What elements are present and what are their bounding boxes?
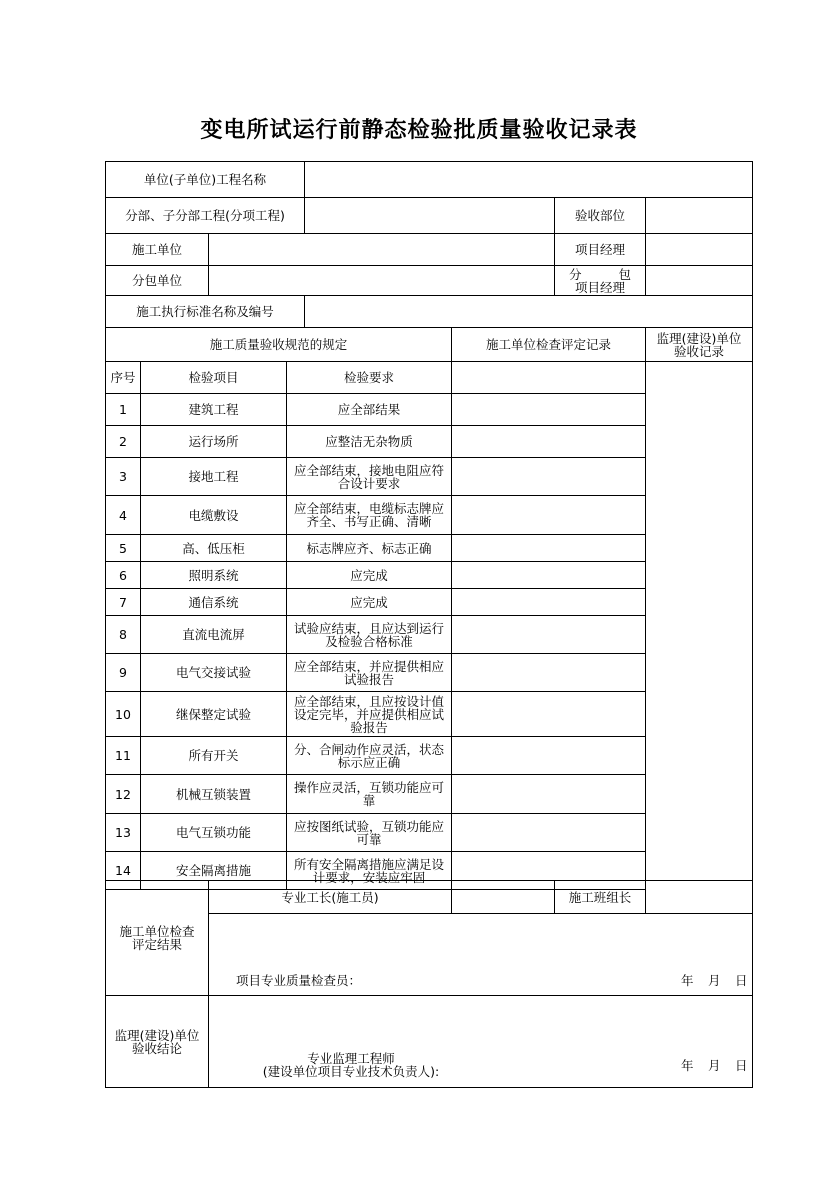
row-item: 高、低压柜	[140, 534, 287, 562]
row-no: 14	[105, 851, 141, 890]
sub-project-manager-label	[554, 265, 646, 296]
row-item: 运行场所	[140, 425, 287, 458]
row-requirement	[286, 425, 452, 458]
row-no: 13	[105, 813, 141, 852]
requirement-line: 应全部结束，电缆标志牌应	[293, 501, 444, 516]
row-item: 机械互锁装置	[140, 774, 287, 814]
team-leader-label: 施工班组长	[554, 880, 646, 914]
requirement-line: 应整洁无杂物质	[325, 434, 413, 449]
row-no: 3	[105, 457, 141, 496]
requirement-line: 分、合闸动作应灵活，状态	[293, 741, 444, 757]
row-item: 电气互锁功能	[140, 813, 287, 852]
spec-header: 施工质量验收规范的规定	[105, 327, 452, 362]
sup-conclusion-line2: 验收结论	[131, 1040, 182, 1056]
requirement-line: 应全部结束，且应按设计值	[293, 693, 444, 709]
row-check-record[interactable]	[451, 393, 646, 426]
row-no: 2	[105, 425, 141, 458]
requirement-line: 试验应结束，且应达到运行	[293, 620, 444, 636]
sub-pm-label-b: 包	[618, 266, 631, 282]
acceptance-part-field[interactable]	[645, 197, 753, 234]
row-check-record[interactable]	[451, 653, 646, 692]
no-header: 序号	[105, 361, 141, 394]
row-requirement	[286, 653, 452, 692]
check-record-header: 施工单位检查评定记录	[451, 327, 646, 362]
row-requirement	[286, 774, 452, 814]
row-check-record[interactable]	[451, 457, 646, 496]
supervision-header-line1: 监理(建设)单位	[656, 330, 742, 346]
requirement-line: 验报告	[350, 719, 388, 735]
requirement-line: 试验报告	[343, 671, 394, 687]
date-year: 年	[681, 973, 694, 988]
date2-day: 日	[735, 1058, 748, 1073]
project-manager-label: 项目经理	[554, 233, 646, 266]
project-name-label: 单位(子单位)工程名称	[105, 161, 305, 198]
row-check-record[interactable]	[451, 813, 646, 852]
row-requirement	[286, 588, 452, 616]
row-item: 建筑工程	[140, 393, 287, 426]
row-no: 12	[105, 774, 141, 814]
row-requirement	[286, 457, 452, 496]
date-month: 月	[708, 973, 721, 988]
subcontract-unit-label: 分包单位	[105, 265, 209, 296]
requirement-line: 设定完毕，并应提供相应试	[293, 706, 444, 722]
row-no: 1	[105, 393, 141, 426]
foreman-label: 专业工长(施工员)	[208, 880, 452, 914]
row-requirement	[286, 534, 452, 562]
row-requirement	[286, 691, 452, 737]
requirement-line: 靠	[362, 793, 376, 808]
requirement-line: 标志牌应齐、标志正确	[306, 540, 432, 556]
sub-project-manager-field[interactable]	[645, 265, 753, 296]
row-check-record[interactable]	[451, 736, 646, 775]
row-check-record[interactable]	[451, 774, 646, 814]
project-name-field[interactable]	[304, 161, 753, 198]
row-check-record[interactable]	[451, 495, 646, 535]
requirement-line: 标示应正确	[337, 754, 401, 770]
row-check-record[interactable]	[451, 691, 646, 737]
row-no: 10	[105, 691, 141, 737]
row-item: 通信系统	[140, 588, 287, 616]
row-item: 电缆敷设	[140, 495, 287, 535]
row-requirement	[286, 736, 452, 775]
row-requirement	[286, 393, 452, 426]
requirement-line: 齐全、书写正确、清晰	[306, 514, 432, 529]
row-check-record[interactable]	[451, 425, 646, 458]
row-item: 直流电流屏	[140, 615, 287, 654]
row-check-record[interactable]	[451, 561, 646, 589]
sub-pm-label-c: 项目经理	[574, 279, 625, 295]
row-check-record[interactable]	[451, 588, 646, 616]
requirement-line: 应完成	[350, 594, 388, 610]
foreman-field[interactable]	[451, 880, 555, 914]
requirement-line: 应全部结束，接地电阻应符	[293, 462, 444, 478]
check-record-cell[interactable]	[451, 361, 646, 394]
sup-conclusion-line1: 监理(建设)单位	[114, 1027, 200, 1043]
row-no: 6	[105, 561, 141, 589]
date-day: 日	[735, 973, 748, 988]
row-no: 4	[105, 495, 141, 535]
row-item: 电气交接试验	[140, 653, 287, 692]
requirement-header: 检验要求	[286, 361, 452, 394]
row-check-record[interactable]	[451, 534, 646, 562]
requirement-line: 操作应灵活，互锁功能应可	[293, 780, 444, 795]
eval-label	[105, 880, 209, 996]
requirement-line: 合设计要求	[337, 475, 401, 491]
project-manager-field[interactable]	[645, 233, 753, 266]
eval-label-line2: 评定结果	[131, 937, 182, 952]
row-no: 9	[105, 653, 141, 692]
row-item: 安全隔离措施	[140, 851, 287, 890]
sup-conclusion-label	[105, 995, 209, 1088]
sub-project-label: 分部、子分部工程(分项工程)	[105, 197, 305, 234]
requirement-line: 应全部结束，并应提供相应	[293, 658, 444, 674]
sub-pm-label-a: 分	[569, 266, 582, 282]
row-no: 8	[105, 615, 141, 654]
standard-field[interactable]	[304, 295, 753, 328]
subcontract-unit-field[interactable]	[208, 265, 555, 296]
supervision-record-field[interactable]	[645, 361, 753, 881]
team-leader-field[interactable]	[645, 880, 753, 914]
construction-unit-field[interactable]	[208, 233, 555, 266]
engineer-label-line1: 专业监理工程师	[307, 1051, 395, 1066]
construction-unit-label: 施工单位	[105, 233, 209, 266]
supervision-header-line2: 验收记录	[673, 343, 724, 359]
row-requirement	[286, 615, 452, 654]
record-table	[106, 162, 753, 1088]
requirement-line: 应全部结果	[337, 402, 401, 417]
row-item: 接地工程	[140, 457, 287, 496]
standard-label: 施工执行标准名称及编号	[105, 295, 305, 328]
acceptance-part-label: 验收部位	[554, 197, 646, 234]
row-requirement	[286, 561, 452, 589]
row-item: 照明系统	[140, 561, 287, 589]
requirement-line: 应按图纸试验，互锁功能应	[293, 818, 444, 834]
row-no: 11	[105, 736, 141, 775]
date2-month: 月	[708, 1058, 721, 1073]
requirement-line: 及检验合格标准	[325, 633, 413, 649]
item-header: 检验项目	[140, 361, 287, 394]
requirement-line: 应完成	[350, 567, 388, 583]
engineer-label-line2: (建设单位项目专业技术负责人):	[262, 1064, 440, 1079]
row-no: 5	[105, 534, 141, 562]
row-requirement	[286, 813, 452, 852]
requirement-line: 可靠	[356, 831, 382, 847]
date2-year: 年	[681, 1058, 694, 1073]
eval-label-line1: 施工单位检查	[119, 924, 195, 939]
inspector-label: 项目专业质量检查员：	[236, 973, 362, 988]
row-requirement	[286, 495, 452, 535]
row-item: 所有开关	[140, 736, 287, 775]
requirement-line: 计要求，安装应牢固	[312, 869, 426, 885]
page-title: 变电所试运行前静态检验批质量验收记录表	[200, 117, 638, 143]
sub-project-field[interactable]	[304, 197, 555, 234]
row-item: 继保整定试验	[140, 691, 287, 737]
supervision-header	[645, 327, 753, 362]
requirement-line: 所有安全隔离措施应满足设	[293, 856, 444, 872]
row-check-record[interactable]	[451, 615, 646, 654]
row-no: 7	[105, 588, 141, 616]
